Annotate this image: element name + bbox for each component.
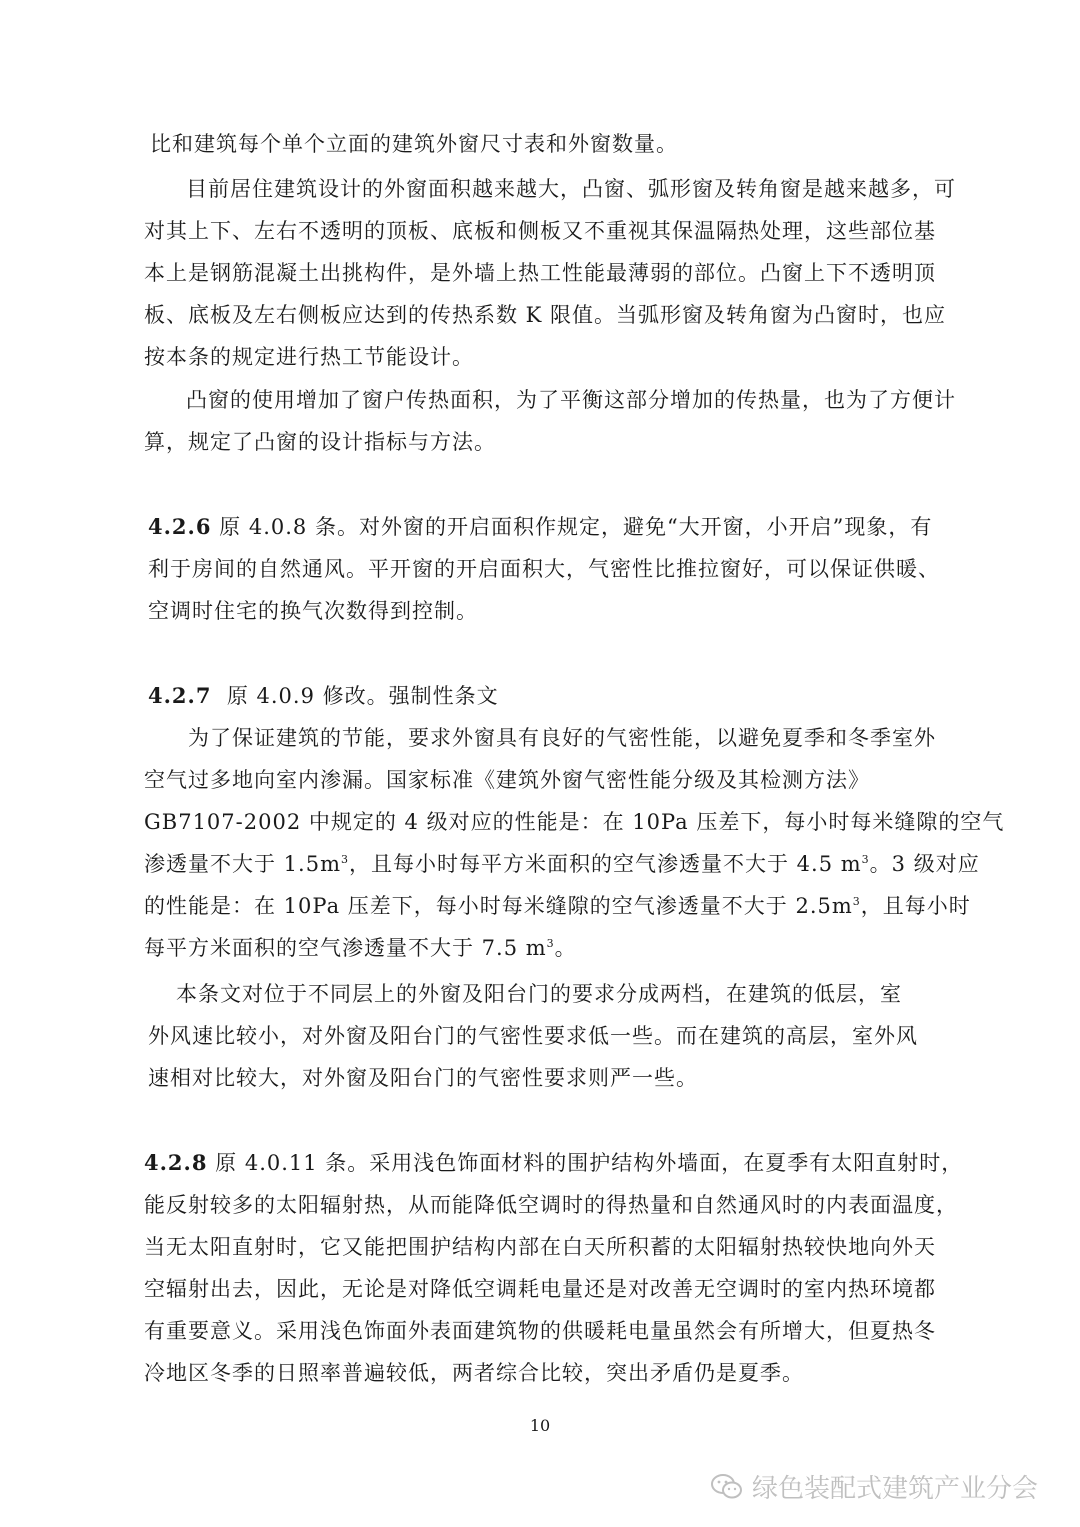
paragraph-line <box>144 894 971 918</box>
section-line <box>148 515 932 539</box>
paragraph-line: 算，规定了凸窗的设计指标与方法。 <box>144 430 496 454</box>
paragraph-line: 板、底板及左右侧板应达到的传热系数 K 限值。当弧形窗及转角窗为凸窗时，也应 <box>144 303 947 327</box>
text-run: 渗透量不大于 1.5m <box>144 852 341 876</box>
paragraph-line: 有重要意义。采用浅色饰面外表面建筑物的供暖耗电量虽然会有所增大，但夏热冬 <box>144 1319 936 1343</box>
paragraph-line: 空调时住宅的换气次数得到控制。 <box>148 599 478 623</box>
wechat-icon <box>710 1472 744 1502</box>
paragraph-line: 凸窗的使用增加了窗户传热面积，为了平衡这部分增加的传热量，也为了方便计 <box>186 388 956 412</box>
text-run: 每平方米面积的空气渗透量不大于 7.5 m <box>144 936 547 960</box>
paragraph-line: 空气过多地向室内渗漏。国家标准《建筑外窗气密性能分级及其检测方法》 <box>144 768 870 792</box>
paragraph-line: 本条文对位于不同层上的外窗及阳台门的要求分成两档，在建筑的低层，室 <box>176 982 902 1006</box>
paragraph-line: 空辐射出去，因此，无论是对降低空调耗电量还是对改善无空调时的室内热环境都 <box>144 1277 936 1301</box>
superscript: 3 <box>861 853 870 866</box>
paragraph-line: 为了保证建筑的节能，要求外窗具有良好的气密性能，以避免夏季和冬季室外 <box>188 726 936 750</box>
section-line <box>148 684 499 708</box>
paragraph-line: 比和建筑每个单个立面的建筑外窗尺寸表和外窗数量。 <box>150 132 678 156</box>
page-number: 10 <box>529 1416 551 1435</box>
paragraph-line: GB7107-2002 中规定的 4 级对应的性能是：在 10Pa 压差下，每小时每米缝隙的空气 <box>144 810 1005 834</box>
watermark-text: 绿色装配式建筑产业分会 <box>752 1474 1039 1504</box>
paragraph-line <box>144 936 577 960</box>
paragraph-line: 利于房间的自然通风。平开窗的开启面积大，气密性比推拉窗好，可以保证供暖、 <box>148 557 940 581</box>
section-number: 4.2.7 <box>148 683 212 708</box>
paragraph-line: 当无太阳直射时，它又能把围护结构内部在白天所积蓄的太阳辐射热较快地向外天 <box>144 1235 936 1259</box>
section-number: 4.2.8 <box>144 1150 208 1175</box>
paragraph-line: 外风速比较小，对外窗及阳台门的气密性要求低一些。而在建筑的高层，室外风 <box>148 1024 918 1048</box>
section-number: 4.2.6 <box>148 514 212 539</box>
section-text: 原 4.0.8 条。对外窗的开启面积作规定，避免“大开窗，小开启”现象，有 <box>219 515 933 539</box>
superscript: 3 <box>546 937 555 950</box>
text-run: ，且每小时 <box>860 894 971 918</box>
paragraph-line <box>144 852 980 876</box>
superscript: 3 <box>852 895 861 908</box>
paragraph-line: 冷地区冬季的日照率普遍较低，两者综合比较，突出矛盾仍是夏季。 <box>144 1361 804 1385</box>
text-run: 的性能是：在 10Pa 压差下，每小时每米缝隙的空气渗透量不大于 2.5m <box>144 894 853 918</box>
watermark <box>710 1468 1038 1505</box>
paragraph-line: 本上是钢筋混凝土出挑构件，是外墙上热工性能最薄弱的部位。凸窗上下不透明顶 <box>144 261 936 285</box>
text-run: ，且每小时每平方米面积的空气渗透量不大于 4.5 m <box>349 852 862 876</box>
paragraph-line: 速相对比较大，对外窗及阳台门的气密性要求则严一些。 <box>148 1066 698 1090</box>
section-line <box>144 1151 963 1175</box>
text-run: 。3 级对应 <box>869 852 980 876</box>
text-run: 。 <box>554 936 577 960</box>
section-text: 原 4.0.11 条。采用浅色饰面材料的围护结构外墙面，在夏季有太阳直射时， <box>215 1151 964 1175</box>
paragraph-line: 能反射较多的太阳辐射热，从而能降低空调时的得热量和自然通风时的内表面温度， <box>144 1193 958 1217</box>
paragraph-line: 按本条的规定进行热工节能设计。 <box>144 345 474 369</box>
paragraph-line: 目前居住建筑设计的外窗面积越来越大，凸窗、弧形窗及转角窗是越来越多，可 <box>186 177 956 201</box>
superscript: 3 <box>341 853 349 866</box>
section-text: 原 4.0.9 修改。强制性条文 <box>226 684 499 708</box>
paragraph-line: 对其上下、左右不透明的顶板、底板和侧板又不重视其保温隔热处理，这些部位基 <box>144 219 936 243</box>
